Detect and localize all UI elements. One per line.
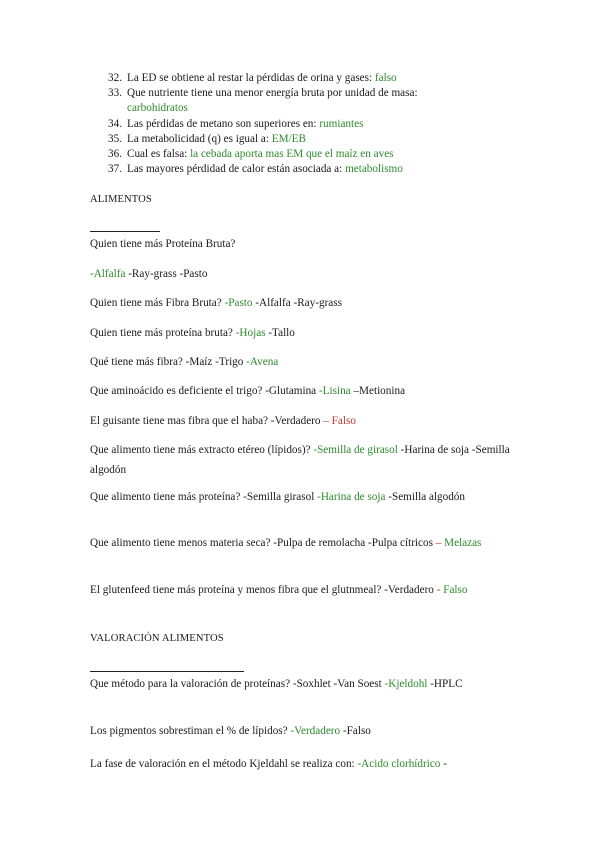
item-number: 32. <box>108 72 122 84</box>
other-options: -Tallo <box>265 327 295 339</box>
item-text: La metabolicidad (q) es igual a: <box>127 132 272 145</box>
correct-option: -Verdadero <box>290 725 341 737</box>
question-text: Que alimento tiene más proteína? -Semilla girasol <box>90 491 318 503</box>
answer-options <box>90 264 510 284</box>
other-options: -Harina de soja -Semilla algodón <box>90 444 510 476</box>
other-options: - <box>440 758 447 770</box>
list-item <box>108 132 568 147</box>
question-text: Que método para la valoración de proteínas? -Soxhlet -Van Soest <box>90 678 385 690</box>
other-options: -Alfalfa -Ray-grass <box>252 297 342 309</box>
question-paragraph <box>90 323 510 343</box>
question-text: Que aminoácido es deficiente el trigo? -Glutamina <box>90 385 319 397</box>
other-options: -Ray-grass -Pasto <box>125 268 208 280</box>
other-options: -Semilla algodón <box>385 491 465 503</box>
list-item <box>108 71 568 86</box>
question-paragraph <box>90 440 510 480</box>
question-paragraph <box>90 754 510 774</box>
item-number: 35. <box>108 132 122 145</box>
question-paragraph <box>90 352 510 372</box>
section-heading-valoracion: VALORACIÓN ALIMENTOS <box>90 633 224 644</box>
correct-option: -Hojas <box>235 327 266 339</box>
question-paragraph <box>90 381 510 401</box>
question-text: Quien tiene más Proteína Bruta? <box>90 238 236 250</box>
question-paragraph <box>90 721 510 741</box>
question-text: Qué tiene más fibra? -Maíz -Trigo <box>90 356 247 368</box>
question-text: Quien tiene más Fibra Bruta? <box>90 297 225 309</box>
correct-option: -Acido clorhídrico <box>357 758 441 770</box>
list-item <box>108 86 568 116</box>
other-options: -Falso <box>340 725 371 737</box>
question-text: La fase de valoración en el método Kjeldahl se realiza con: <box>90 758 358 770</box>
question-paragraph <box>90 487 510 507</box>
heading-underline <box>90 231 160 232</box>
option-dash: - <box>436 584 441 596</box>
question-text: Que alimento tiene menos materia seca? -Pulpa de remolacha -Pulpa cítricos <box>90 537 436 549</box>
item-answer: la cebada aporta mas EM que el maíz en aves <box>190 148 394 161</box>
question-text: El glutenfeed tiene más proteína y menos fibra que el glutnmeal? -Verdadero <box>90 584 437 596</box>
list-item <box>108 147 568 162</box>
question-text: El guisante tiene mas fibra que el haba? -Verdadero <box>90 415 324 427</box>
question-paragraph <box>90 293 510 313</box>
question-paragraph <box>90 674 510 694</box>
item-answer: falso <box>374 72 397 84</box>
correct-option: -Kjeldohl <box>384 678 428 690</box>
item-text: Que nutriente tiene una menor energía bruta por unidad de masa: <box>127 87 418 100</box>
numbered-question-list <box>108 71 568 177</box>
question-text: Quien tiene más proteína bruta? <box>90 327 236 339</box>
item-text: Las mayores pérdidad de calor están asociada a: <box>127 163 346 176</box>
item-text: Cual es falsa: <box>127 148 191 161</box>
question-paragraph <box>90 580 510 600</box>
option-dash: – <box>435 537 442 549</box>
heading-underline <box>90 671 244 672</box>
question-paragraph <box>90 533 510 553</box>
correct-option: Melazas <box>444 537 482 549</box>
correct-option: – Falso <box>323 415 356 427</box>
item-number: 34. <box>108 117 122 130</box>
correct-option: -Avena <box>246 356 279 368</box>
item-answer: EM/EB <box>271 132 306 145</box>
correct-option: -Harina de soja <box>317 491 386 503</box>
item-number: 37. <box>108 163 122 176</box>
correct-option: -Semilla de girasol <box>313 444 398 456</box>
correct-option: -Pasto <box>224 297 253 309</box>
item-answer: metabolismo <box>345 163 403 176</box>
other-options: -HPLC <box>427 678 463 690</box>
question-text: Que alimento tiene más extracto etéreo (lípidos)? <box>90 444 314 456</box>
item-answer: rumiantes <box>319 117 364 130</box>
list-item <box>108 162 568 177</box>
item-text: La ED se obtiene al restar la pérdidas de orina y gases: <box>127 72 375 84</box>
item-text: Las pérdidas de metano son superiores en: <box>127 117 320 130</box>
list-item <box>108 117 568 132</box>
correct-option: -Lisina <box>318 385 351 397</box>
correct-option: Falso <box>443 584 468 596</box>
item-answer: carbohidratos <box>127 102 188 115</box>
item-number: 36. <box>108 148 122 161</box>
section-heading-alimentos: ALIMENTOS <box>90 194 152 205</box>
correct-option: -Alfalfa <box>90 268 126 280</box>
question-text: Los pigmentos sobrestiman el % de lípidos? <box>90 725 291 737</box>
other-options: –Metionina <box>350 385 406 397</box>
question-paragraph <box>90 234 510 254</box>
question-paragraph <box>90 411 510 431</box>
item-number: 33. <box>108 87 122 100</box>
